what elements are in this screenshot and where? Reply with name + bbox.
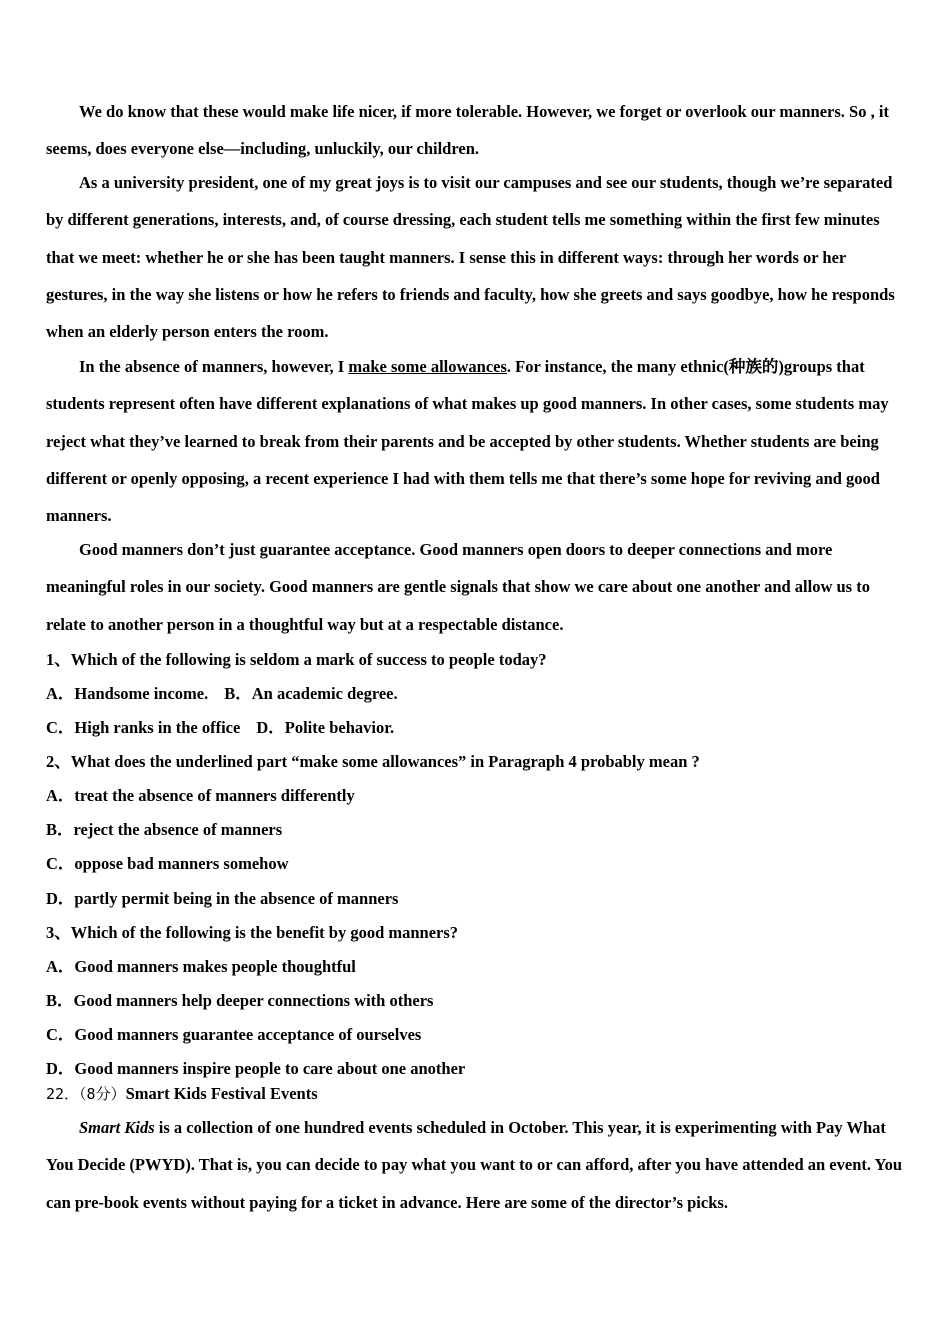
- section-22-number: 22．（8分）: [46, 1085, 126, 1103]
- question-3-option-a[interactable]: A．Good manners makes people thoughtful: [46, 957, 356, 976]
- section-22-heading: [46, 1084, 318, 1104]
- question-1-options-row-1: [46, 684, 398, 704]
- section-22-intro-text: is a collection of one hundred events scheduled in October. This year, it is experimenting with Pay What You Decide (PWYD). That is, you can decide to pay what you want to or can afford, after you have attended an event. You can pre-book events without paying for a ticket in advance. Here are some of the director’s picks.: [46, 1118, 903, 1212]
- section-22-intro: [46, 1109, 904, 1221]
- question-2-stem: 2、What does the underlined part “make some allowances” in Paragraph 4 probably mean ?: [46, 752, 700, 771]
- question-1-option-a[interactable]: A．Handsome income.: [46, 684, 209, 703]
- passage-paragraph-2: As a university president, one of my great joys is to visit our campuses and see our students, though we’re separated by different generations, interests, and, of course dressing, each student tells me something within the first few minutes that we meet: whether he or she has been taught manners. I sense this in different ways: through her words or her gestures, in the way she listens or how he refers to friends and faculty, how she greets and says goodbye, how he responds when an elderly person enters the room.: [46, 173, 895, 342]
- question-3-option-b[interactable]: B．Good manners help deeper connections with others: [46, 991, 434, 1010]
- section-22-title: Smart Kids Festival Events: [125, 1084, 318, 1103]
- question-2-option-a[interactable]: A．treat the absence of manners differently: [46, 786, 355, 805]
- question-1-stem: 1、Which of the following is seldom a mark of success to people today?: [46, 650, 547, 669]
- question-2-option-c[interactable]: C．oppose bad manners somehow: [46, 854, 289, 873]
- question-2-option-d[interactable]: D．partly permit being in the absence of manners: [46, 889, 399, 908]
- question-3-option-c[interactable]: C．Good manners guarantee acceptance of ourselves: [46, 1025, 422, 1044]
- smart-kids-italic: Smart Kids: [79, 1118, 155, 1137]
- paragraph-3-rest: . For instance, the many ethnic(种族的)groups that students represent often have different explanations of what makes up good manners. In other cases, some students may reject what they’ve learned to break from their parents and be accepted by other students. Whether students are being different or openly opposing, a recent experience I had with them tells me that there’s some hope for reviving and good manners.: [46, 357, 889, 526]
- question-3-option-d[interactable]: D．Good manners inspire people to care about one another: [46, 1059, 466, 1078]
- question-1-options-row-2: [46, 718, 394, 738]
- passage-paragraph-3: [46, 348, 904, 534]
- underlined-phrase: make some allowances: [348, 357, 507, 376]
- question-1-option-d[interactable]: D．Polite behavior.: [256, 718, 395, 737]
- question-1-option-b[interactable]: B．An academic degree.: [224, 684, 398, 703]
- paragraph-3-lead: In the absence of manners, however, I: [79, 357, 349, 376]
- passage-paragraph-4: Good manners don’t just guarantee acceptance. Good manners open doors to deeper connections and more meaningful roles in our society. Good manners are gentle signals that show we care about one another and allow us to relate to another person in a thoughtful way but at a respectable distance.: [46, 540, 870, 634]
- question-1-option-c[interactable]: C．High ranks in the office: [46, 718, 241, 737]
- question-3-stem: 3、Which of the following is the benefit by good manners?: [46, 923, 459, 942]
- passage-paragraph-1: We do know that these would make life nicer, if more tolerable. However, we forget or overlook our manners. So , it seems, does everyone else—including, unluckily, our children.: [46, 102, 889, 159]
- question-2-option-b[interactable]: B．reject the absence of manners: [46, 820, 283, 839]
